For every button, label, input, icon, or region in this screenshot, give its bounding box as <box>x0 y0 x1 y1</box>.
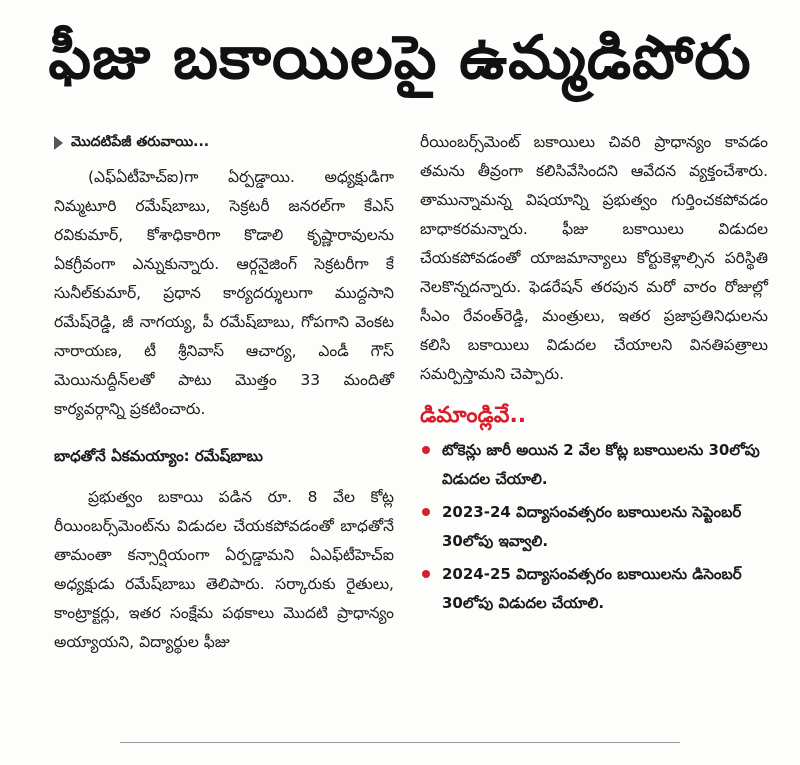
demand-text: 2023-24 విద్యాసంవత్సరం బకాయిలను సెప్టెంబర్ 30లోపు ఇవ్వాలి. <box>442 503 742 550</box>
demands-heading: డిమాండ్లివే.. <box>420 403 527 428</box>
demand-text: టోకెన్లు జారీ అయిన 2 వేల కోట్ల బకాయిలను 30లోపు విడుదల చేయాలి. <box>442 441 760 488</box>
demand-item <box>420 436 768 494</box>
bullet-dot-icon <box>422 446 430 454</box>
demand-text: 2024-25 విద్యాసంవత్సరం బకాయిలను డిసెంబర్ 30లోపు విడుదల చేయాలి. <box>442 565 742 612</box>
bullet-dot-icon <box>422 508 430 516</box>
bullet-dot-icon <box>422 570 430 578</box>
arrow-right-icon <box>54 136 63 150</box>
headline: ఫీజు బకాయిలపై ఉమ్మడిపోరు <box>48 23 752 93</box>
right-column <box>420 128 768 622</box>
subheading: బాధతోనే ఏకమయ్యాం: రమేష్‌బాబు <box>54 447 263 465</box>
left-column <box>54 128 394 657</box>
right-paragraph-1: రీయింబర్స్‌మెంట్ బకాయిలు చివరి ప్రాధాన్యం కావడం తమను తీవ్రంగా కలిసివేసిందని ఆవేదన వ్యక్తంచేశారు. తామున్నామన్న విషయాన్ని ప్రభుత్వం గుర్తించకపోవడం బాధాకరమన్నారు. ఫీజు బకాయిలు విడుదల చేయకపోవడంతో యాజమాన్యాలు కోర్టుకెళ్లాల్సిన పరిస్థితి నెలకొన్నదన్నారు. ఫెడరేషన్ తరపున మరో వారం రోజుల్లో సీఎం రేవంత్‌రెడ్డి, మంత్రులు, ఇతర ప్రజాప్రతినిధులను కలిసి బకాయిలు విడుదల చేయాలని వినతిపత్రాలు సమర్పిస్తామని చెప్పారు. <box>420 133 768 383</box>
continued-label: మొదటిపేజీ తరువాయి... <box>71 134 210 150</box>
left-paragraph-1: (ఎఫ్ఏటీహెచ్ఐ)గా ఏర్పడ్డాయి. అధ్యక్షుడిగా నిమ్మటూరి రమేష్‌బాబు, సెక్రటరీ జనరల్‌గా కేఎస్ రవికుమార్, కోశాధికారిగా కొడాలి కృష్ణారావులను ఏకగ్రీవంగా ఎన్నుకున్నారు. ఆర్గనైజింగ్ సెక్రటరీగా కే సునీల్‌కుమార్, ప్రధాన కార్యదర్శులుగా ముద్దసాని రమేష్‌రెడ్డి, జీ నాగయ్య, పీ రమేష్‌బాబు, గోపగాని వెంకట నారాయణ, టీ శ్రీనివాస్ ఆచార్య, ఎండీ గౌస్ మెయినుద్దీన్‌లతో పాటు మొత్తం 33 మందితో కార్యవర్గాన్ని ప్రకటించారు. <box>54 168 394 418</box>
continued-line <box>54 128 394 157</box>
demand-item <box>420 560 768 618</box>
left-paragraph-2: ప్రభుత్వం బకాయి పడిన రూ. 8 వేల కోట్ల రీయింబర్స్‌మెంట్‌ను విడుదల చేయకపోవడంతో బాధతోనే తామంతా కన్సార్షియంగా ఏర్పడ్డామని ఏఎఫ్‌టీహెచ్ఐ అధ్యక్షుడు రమేష్‌బాబు తెలిపారు. సర్కారుకు రైతులు, కాంట్రాక్టర్లు, ఇతర సంక్షేమ పథకాలు మొదటి ప్రాధాన్యం అయ్యాయని, విద్యార్థుల ఫీజు <box>54 488 394 651</box>
demand-item <box>420 498 768 556</box>
bottom-divider <box>120 742 680 743</box>
